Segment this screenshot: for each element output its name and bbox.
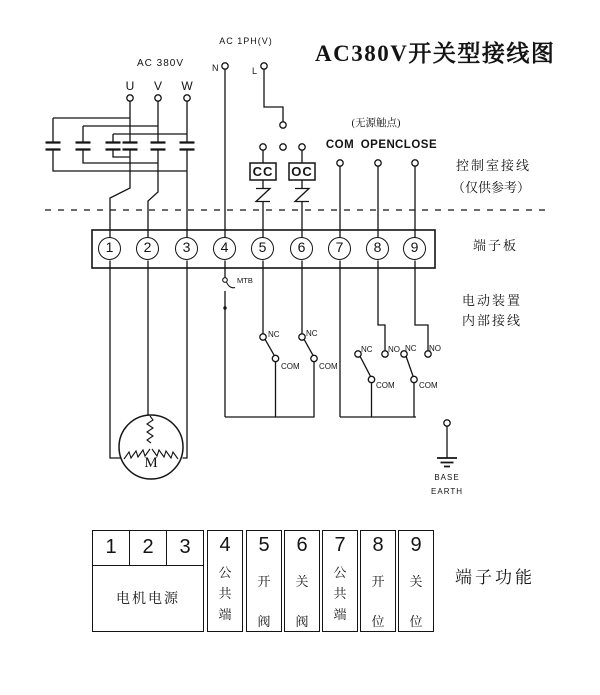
function-table-motor-block: [92, 530, 204, 632]
function-cell-8: [360, 530, 396, 632]
com-switch-label: COM: [281, 362, 300, 371]
function-label-7: 公共端: [333, 565, 347, 622]
control-room-note-1: 控制室接线: [456, 158, 532, 173]
function-label-5: 开阀: [257, 574, 271, 629]
function-cell-5: [246, 530, 282, 632]
neutral-label: N: [212, 63, 220, 73]
function-cell-7: [322, 530, 358, 632]
function-label-8: 开位: [371, 574, 385, 629]
page-title: AC380V开关型接线图: [315, 41, 556, 66]
terminal-2: 2: [136, 237, 159, 260]
nc-label: NC: [405, 344, 417, 353]
live-label: L: [252, 66, 259, 76]
com-switch-label: COM: [319, 362, 338, 371]
phase-u-label: U: [125, 79, 135, 93]
com-switch-label: COM: [376, 381, 395, 390]
nc-label: NC: [306, 329, 318, 338]
terminal-3: 3: [175, 237, 198, 260]
earth-symbol: [437, 420, 457, 467]
phase-w-label: W: [181, 79, 193, 93]
internal-wiring-label-2: 内部接线: [462, 313, 523, 328]
terminal-6: 6: [290, 237, 313, 260]
nc-label: NC: [268, 330, 280, 339]
table-number-3: 3: [179, 536, 191, 558]
table-number-5: 5: [258, 534, 270, 556]
contact-bars: [46, 143, 195, 150]
function-cell-4: [207, 530, 243, 632]
motor-symbol: [110, 261, 187, 480]
close-label: CLOSE: [395, 139, 438, 151]
no-label: NO: [429, 344, 441, 353]
single-phase-label: AC 1PH(V): [219, 36, 273, 46]
contactor-network: [46, 102, 195, 238]
passive-contact-note: (无源触点): [351, 118, 401, 129]
table-number-7: 7: [334, 534, 346, 556]
control-room-note-2: （仅供参考）: [452, 180, 531, 195]
com-label: COM: [325, 139, 355, 151]
earth-label: EARTH: [431, 487, 463, 496]
mtb-label: MTB: [237, 276, 253, 285]
table-number-6: 6: [296, 534, 308, 556]
three-phase-label: AC 380V: [136, 58, 185, 69]
cc-coil-label: CC: [252, 164, 274, 179]
motor-label: M: [144, 455, 158, 471]
terminal-7: 7: [328, 237, 351, 260]
nl-wiring: [225, 66, 286, 237]
function-label-9: 关位: [409, 574, 423, 629]
terminal-board-label: 端子板: [473, 238, 519, 253]
terminal-8: 8: [366, 237, 389, 260]
function-cell-9: [398, 530, 434, 632]
function-label-4: 公共端: [218, 565, 232, 622]
terminal-1: 1: [98, 237, 121, 260]
mtb-symbol: [223, 261, 235, 418]
break-symbol: [256, 189, 270, 202]
table-number-1: 1: [105, 536, 117, 558]
terminal-4: 4: [213, 237, 236, 260]
function-cell-6: [284, 530, 320, 632]
table-number-2: 2: [129, 531, 167, 565]
function-label-6: 关阀: [295, 574, 309, 629]
motor-power-label: 电机电源: [116, 592, 180, 607]
open-label: OPEN: [360, 139, 396, 151]
limit-switches: [225, 261, 431, 418]
base-label: BASE: [434, 473, 460, 482]
table-number-8: 8: [372, 534, 384, 556]
terminal-9: 9: [403, 237, 426, 260]
phase-v-label: V: [153, 79, 162, 93]
oc-coil-label: OC: [291, 164, 313, 179]
table-number-4: 4: [219, 534, 231, 556]
motor-windings: [124, 416, 178, 459]
table-caption: 端子功能: [455, 568, 535, 587]
nc-label: NC: [361, 345, 373, 354]
signal-leads: [337, 160, 418, 238]
table-number-9: 9: [410, 534, 422, 556]
break-symbol: [295, 189, 309, 202]
internal-wiring-label-1: 电动装置: [462, 293, 523, 308]
no-label: NO: [388, 345, 400, 354]
terminal-5: 5: [251, 237, 274, 260]
cc-oc-branches: [250, 144, 315, 238]
com-switch-label: COM: [419, 381, 438, 390]
